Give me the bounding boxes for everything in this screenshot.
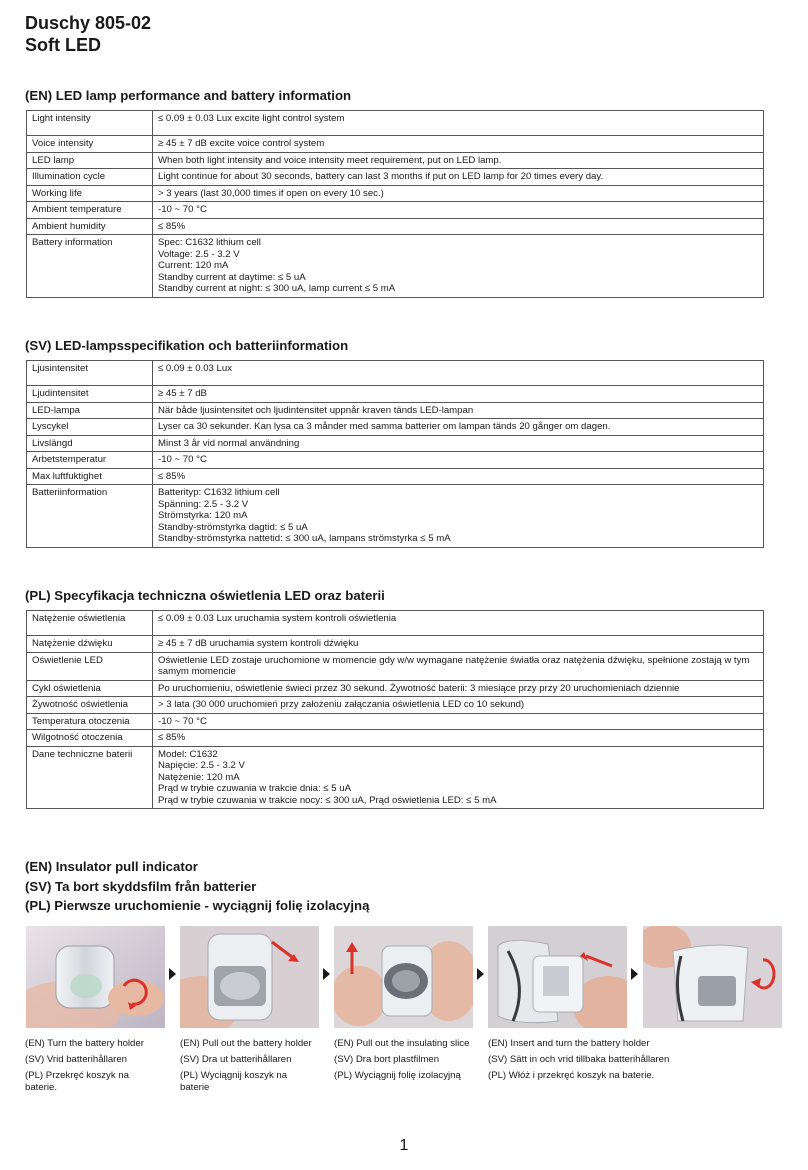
table-row: Żywotność oświetlenia > 3 lata (30 000 uruchomień przy założeniu załączania oświetlenia LED co 10 sekund) [27, 697, 764, 714]
table-row: Lyscykel Lyser ca 30 sekunder. Kan lysa ca 3 månder med samma batterier om lampan tänds 20 gånger om dagen. [27, 419, 764, 436]
en-section-title: (EN) LED lamp performance and battery information [25, 88, 352, 103]
table-row: Livslängd Minst 3 år vid normal användning [27, 435, 764, 452]
product-title [25, 12, 151, 56]
page-number: 1 [399, 1137, 409, 1154]
sv-spec-table [26, 360, 764, 548]
table-row: Wilgotność otoczenia ≤ 85% [27, 730, 764, 747]
pl-section-title: (PL) Specyfikacja techniczna oświetlenia LED oraz baterii [25, 588, 385, 603]
product-model: Duschy 805-02 [25, 13, 152, 33]
sv-section-title: (SV) LED-lampsspecifikation och batteriinformation [25, 338, 349, 353]
step-photo-insert-holder [488, 926, 627, 1028]
step-photo-pull-holder [180, 926, 319, 1028]
table-row: Illumination cycle Light continue for about 30 seconds, battery can last 3 months if put on LED lamp for 20 times every day. [27, 169, 764, 186]
table-row: Oświetlenie LED Oświetlenie LED zostaje uruchomione w momencie gdy w/w wymagane natężenie światła oraz natężenia dźwięku, spełnione zostają w tym samym momencie [27, 652, 764, 680]
table-row: Ljusintensitet ≤ 0.09 ± 0.03 Lux [27, 361, 764, 386]
insulator-heading-sv: (SV) Ta bort skyddsfilm från batterier [25, 878, 257, 894]
table-row: Natężenie dźwięku ≥ 45 ± 7 dB uruchamia system kontroli dźwięku [27, 636, 764, 653]
table-row: Working life > 3 years (last 30,000 times if open on every 10 sec.) [27, 185, 764, 202]
table-row: Cykl oświetlenia Po uruchomieniu, oświetlenie świeci przez 30 sekund. Żywotność baterii: 3 miesiące przy przy 20 uruchomieniach dziennie [27, 680, 764, 697]
table-row: Dane techniczne baterii Model: C1632 Napięcie: 2.5 - 3.2 V Natężenie: 120 mA Prąd w trybie czuwania w trakcie dnia: ≤ 5 uA Prąd w trybie czuwania w trakcie nocy: ≤ 300 uA, Prąd oświetlenia LED: ≤ 5 mA [27, 746, 764, 809]
table-row: LED lamp When both light intensity and voice intensity meet requirement, put on LED lamp. [27, 152, 764, 169]
step-caption-1: (EN) Turn the battery holder (SV) Vrid batterihållaren (PL) Przekręć koszyk na baterie. [25, 1038, 144, 1093]
step-caption-2: (EN) Pull out the battery holder (SV) Dra ut batterihållaren (PL) Wyciągnij koszyk na baterie [180, 1038, 312, 1093]
table-row: Arbetstemperatur -10 ~ 70 °C [27, 452, 764, 469]
insulator-heading-pl: (PL) Pierwsze uruchomienie - wyciągnij folię izolacyjną [25, 898, 370, 913]
table-row: Ljudintensitet ≥ 45 ± 7 dB [27, 386, 764, 403]
step-arrow-1 [169, 968, 176, 980]
step-arrow-2 [323, 968, 330, 980]
table-row: Voice intensity ≥ 45 ± 7 dB excite voice control system [27, 136, 764, 153]
table-row: Light intensity ≤ 0.09 ± 0.03 Lux excite light control system [27, 111, 764, 136]
table-row: Battery information Spec: C1632 lithium cell Voltage: 2.5 - 3.2 V Current: 120 mA Standby current at daytime: ≤ 5 uA Standby current at night: ≤ 300 uA, lamp current ≤ 5 mA [27, 235, 764, 298]
step-arrow-3 [477, 968, 484, 980]
table-row: Natężenie oświetlenia ≤ 0.09 ± 0.03 Lux uruchamia system kontroli oświetlenia [27, 611, 764, 636]
step-photo-turn-holder [26, 926, 165, 1028]
en-spec-table [26, 110, 764, 298]
table-row: Ambient humidity ≤ 85% [27, 218, 764, 235]
step-caption-3: (EN) Pull out the insulating slice (SV) Dra bort plastfilmen (PL) Wyciągnij folię izolacyjną [334, 1038, 470, 1081]
step-caption-4: (EN) Insert and turn the battery holder (SV) Sätt in och vrid tillbaka batterihållaren (PL) Włóż i przekręć koszyk na baterie. [488, 1038, 670, 1081]
table-row: Batteriinformation Batterityp: C1632 lithium cell Spänning: 2.5 - 3.2 V Strömstyrka: 120 mA Standby-strömstyrka dagtid: ≤ 5 uA Standby-strömstyrka nattetid: ≤ 300 uA, lampans strömstyrka ≤ 5 mA [27, 485, 764, 548]
insulator-heading [25, 857, 369, 916]
product-subtitle: Soft LED [25, 35, 101, 55]
step-arrow-4 [631, 968, 638, 980]
table-row: LED-lampa När både ljusintensitet och ljudintensitet uppnår kraven tänds LED-lampan [27, 402, 764, 419]
table-row: Temperatura otoczenia -10 ~ 70 °C [27, 713, 764, 730]
pl-spec-table [26, 610, 764, 809]
step-photo-pull-slice [334, 926, 473, 1028]
table-row: Ambient temperature -10 ~ 70 °C [27, 202, 764, 219]
step-photo-turn-back [643, 926, 782, 1028]
table-row: Max luftfuktighet ≤ 85% [27, 468, 764, 485]
insulator-heading-en: (EN) Insulator pull indicator [25, 859, 198, 874]
